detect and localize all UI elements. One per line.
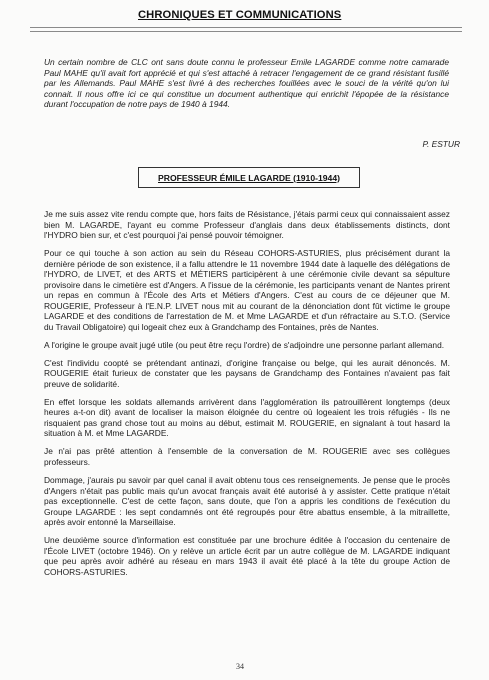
article-paragraph: En effet lorsque les soldats allemands arrivèrent dans l'agglomération ils patrouillèrent longtemps (deux heures a-t-on dit) avant de localiser la maison éloignée du centre où logeaient les trois réfugiés - Ils ne risquaient pas grand chose tout au moins au début, estimait M. ROUGERIE, en signalant à tout hasard la situation à M. et Mme LAGARDE.: [44, 396, 450, 439]
article-paragraph: Je n'ai pas prêté attention à l'ensemble de la conversation de M. ROUGERIE avec ses collègues professeurs.: [44, 446, 450, 467]
article-paragraph: Dommage, j'aurais pu savoir par quel canal il avait obtenu tous ces renseignements. Je pense que le procès d'Angers n'était pas public mais qu'un avocat français avait été autorisé à y assister. Cette pratique n'était pas exceptionnelle. C'est de cette façon, sans doute, que l'on a appris les conditions de l'exécution du Groupe LAGARDE : les sept condamnés ont été regroupés pour être abattus ensemble, à la mitraillette, après avoir entonné la Marseillaise.: [44, 475, 450, 528]
article-paragraph: Pour ce qui touche à son action au sein du Réseau COHORS-ASTURIES, plus précisément durant la dernière période de son existence, il a fallu attendre le 11 novembre 1944 date à laquelle des délégations de l'HYDRO, de LIVET, et des ARTS et MÉTIERS participèrent à une cérémonie civile devant sa sépulture provisoire dans le cimetière est d'Angers. A l'issue de la cérémonie, les participants venant de Nantes prirent un repas en commun à l'École des Arts et Métiers d'Angers. C'est au cours de ce déjeuner que M. ROUGERIE, Professeur à l'E.N.P. LIVET nous mit au courant de la dénonciation dont fût victime le groupe LAGARDE et des conditions de l'arrestation de M. et Mme LAGARDE et d'un réfractaire au S.T.O. (Service du Travail Obligatoire) qui logeait chez eux à Grandchamp des Fontaines, près de Nantes.: [44, 248, 450, 332]
article-paragraph: Je me suis assez vite rendu compte que, hors faits de Résistance, j'étais parmi ceux qui connaissaient assez bien M. LAGARDE, l'ayant eu comme Professeur d'anglais dans deux établissements distincts, dont l'HYDRO bien sur, et c'est pourquoi j'ai pensé pouvoir témoigner.: [44, 209, 450, 240]
editorial-intro: Un certain nombre de CLC ont sans doute connu le professeur Emile LAGARDE comme notre camarade Paul MAHE qu'il avait fort apprécié et qui s'est attaché à retracer l'engagement de ce grand résistant fusillé par les Allemands. Paul MAHE s'est livré à des recherches fouillées avec le souci de la vérité qu'on lui connait. Il nous offre ici ce qui constitue un document authentique qui enrichit l'épopée de la résistance durant l'occupation de notre pays de 1940 à 1944.: [44, 57, 449, 110]
intro-signature: P. ESTUR: [422, 139, 460, 149]
article-paragraph: C'est l'individu coopté se prétendant antinazi, d'origine française ou belge, qui les aurait dénoncés. M. ROUGERIE était furieux de constater que les paysans de Grandchamp des Fontaines n'avaient pas fait preuve de solidarité.: [44, 357, 450, 389]
article-title: PROFESSEUR ÉMILE LAGARDE (1910-1944): [158, 172, 340, 183]
article-body: [44, 209, 450, 585]
section-header: CHRONIQUES ET COMMUNICATIONS: [138, 9, 342, 21]
article-paragraph: A l'origine le groupe avait jugé utile (ou peut être reçu l'ordre) de s'adjoindre une personne parlant allemand.: [44, 339, 445, 350]
page-number: 34: [236, 662, 244, 671]
header-rule-top: [30, 27, 462, 28]
article-paragraph: Une deuxième source d'information est constituée par une brochure éditée à l'occasion du centenaire de l'École LIVET (octobre 1946). On y relève un article écrit par un autre collègue de M. LAGARDE indiquant que peu après avoir adhéré au réseau en mars 1943 il avait été placé à la tête du groupe Action de COHORS-ASTURIES.: [44, 535, 450, 577]
header-rule-bottom: [30, 31, 462, 32]
article-title-box: [138, 167, 360, 188]
